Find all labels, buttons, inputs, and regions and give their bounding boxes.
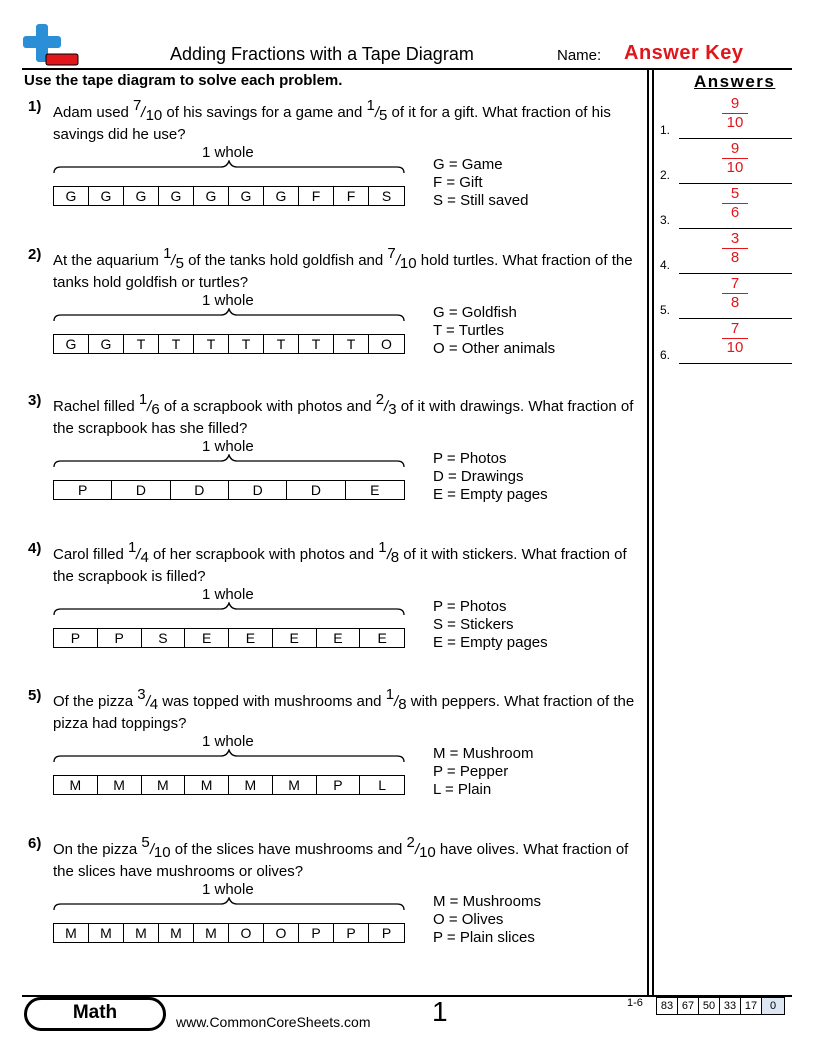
problem-text-segment: of it with stickers. What fraction of the scrapbook is filled?	[53, 546, 627, 585]
problem-text-segment: of it for a gift. What fraction of his savings did he use?	[53, 104, 611, 143]
brace-icon	[53, 308, 405, 322]
tape-cell: P	[54, 629, 98, 647]
brace-icon	[53, 160, 405, 174]
tape-diagram	[53, 628, 405, 648]
answer-denominator: 8	[730, 249, 740, 266]
answer-line	[679, 273, 792, 274]
tape-legend	[433, 745, 533, 799]
fraction-numerator: 1	[378, 539, 387, 556]
legend-item: E = Empty pages	[433, 634, 548, 651]
problem-range: 1-6	[627, 997, 643, 1009]
legend-item: D = Drawings	[433, 468, 524, 485]
tape-cell: D	[171, 481, 229, 499]
tape-cell: M	[273, 776, 317, 794]
tape-cell: E	[317, 629, 361, 647]
legend-item: S = Still saved	[433, 192, 529, 209]
fraction-slash: /	[144, 693, 152, 710]
tape-cell: M	[194, 924, 229, 942]
answer-numerator: 7	[730, 320, 740, 337]
site-url: www.CommonCoreSheets.com	[176, 1014, 371, 1030]
fraction-denominator: 10	[419, 844, 436, 861]
tape-cell: E	[185, 629, 229, 647]
tape-cell: G	[124, 187, 159, 205]
tape-cell: M	[54, 776, 98, 794]
whole-label: 1 whole	[202, 733, 254, 750]
problem-4	[24, 540, 644, 680]
score-table	[656, 997, 785, 1015]
fraction-numerator: 2	[406, 834, 415, 851]
legend-item: F = Gift	[433, 174, 483, 191]
whole-label: 1 whole	[202, 144, 254, 161]
tape-cell: M	[124, 924, 159, 942]
tape-diagram	[53, 334, 405, 354]
problem-6	[24, 835, 644, 975]
problem-text-segment: of the slices have mushrooms and	[170, 841, 407, 858]
answer-number: 3.	[660, 213, 671, 227]
answer-row	[660, 95, 792, 139]
whole-label: 1 whole	[202, 586, 254, 603]
tape-diagram	[53, 923, 405, 943]
brace-icon	[53, 454, 405, 468]
tape-cell: T	[159, 335, 194, 353]
fraction-slash: /	[373, 104, 381, 121]
problem-text-segment: of the tanks hold goldfish and	[183, 252, 388, 269]
answer-numerator: 7	[730, 275, 740, 292]
tape-cell: M	[229, 776, 273, 794]
worksheet-title: Adding Fractions with a Tape Diagram	[170, 44, 474, 64]
whole-label: 1 whole	[202, 438, 254, 455]
fraction-numerator: 1	[138, 391, 148, 408]
score-cell: 83	[657, 998, 678, 1014]
problem-text-segment: hold turtles. What fraction of the tanks hold goldfish or turtles?	[53, 252, 633, 291]
fraction-denominator: 8	[390, 549, 400, 566]
tape-cell: P	[54, 481, 112, 499]
tape-cell: G	[229, 187, 264, 205]
fraction-numerator: 7	[133, 97, 142, 114]
tape-cell: T	[299, 335, 334, 353]
answer-fraction	[718, 275, 752, 312]
tape-diagram	[53, 480, 405, 500]
whole-label: 1 whole	[202, 881, 254, 898]
answer-denominator: 10	[726, 159, 744, 176]
tape-cell: D	[112, 481, 170, 499]
score-cell: 67	[678, 998, 699, 1014]
answer-fraction	[718, 320, 752, 357]
page-number: 1	[432, 996, 448, 1027]
fraction-denominator: 10	[399, 255, 417, 272]
tape-legend	[433, 893, 541, 947]
problem-1	[24, 98, 644, 238]
problem-text-segment: of a scrapbook with photos and	[159, 398, 376, 415]
problem-3	[24, 392, 644, 532]
problem-text-segment: have olives. What fraction of the slices have mushrooms or olives?	[53, 841, 629, 880]
fraction-denominator: 3	[388, 401, 397, 418]
fraction-slash: /	[382, 398, 390, 415]
problem-number: 6)	[28, 835, 42, 852]
problem-text-segment: Adam used	[53, 104, 134, 121]
problem-number: 3)	[28, 392, 42, 409]
problem-number: 2)	[28, 246, 42, 263]
problem-text-segment: Carol filled	[53, 546, 129, 563]
problem-number: 5)	[28, 687, 42, 704]
answer-fraction	[718, 95, 752, 132]
tape-cell: P	[299, 924, 334, 942]
fraction-numerator: 1	[163, 245, 172, 262]
problem-number: 4)	[28, 540, 42, 557]
answer-denominator: 10	[726, 114, 744, 131]
fraction-slash: /	[145, 398, 153, 415]
tape-cell: G	[54, 335, 89, 353]
tape-cell: E	[370, 482, 380, 498]
legend-item: O = Other animals	[433, 340, 556, 357]
whole-label: 1 whole	[202, 292, 254, 309]
answer-fraction	[718, 230, 752, 267]
problem-2	[24, 246, 644, 386]
tape-cell: M	[142, 776, 186, 794]
problem-text	[53, 834, 643, 883]
problem-text	[53, 391, 643, 440]
fraction-denominator: 10	[153, 844, 171, 861]
tape-cell: F	[334, 187, 369, 205]
tape-cell: O	[229, 924, 264, 942]
problem-5	[24, 687, 644, 827]
answer-column-divider	[647, 69, 649, 995]
tape-cell: M	[159, 924, 194, 942]
tape-cell: T	[229, 335, 264, 353]
answer-numerator: 3	[730, 230, 740, 247]
tape-cell: G	[89, 335, 124, 353]
legend-item: P = Photos	[433, 598, 507, 615]
tape-cell: T	[194, 335, 229, 353]
answer-number: 5.	[660, 303, 671, 317]
legend-item: P = Plain slices	[433, 929, 535, 946]
legend-item: T = Turtles	[433, 322, 505, 339]
answers-heading: Answers	[694, 72, 776, 91]
tape-cell: O	[381, 336, 392, 352]
tape-legend	[433, 156, 528, 210]
answer-row	[660, 140, 792, 184]
brace-icon	[53, 897, 405, 911]
fraction-slash: /	[394, 252, 402, 269]
tape-cell: E	[229, 629, 273, 647]
tape-cell: L	[378, 777, 387, 793]
answer-number: 4.	[660, 258, 671, 272]
answer-row	[660, 185, 792, 229]
problem-text-segment: Of the pizza	[53, 693, 138, 710]
fraction-numerator: 1	[366, 97, 375, 114]
fraction-slash: /	[392, 693, 400, 710]
answer-denominator: 10	[726, 339, 744, 356]
fraction-denominator: 5	[175, 255, 184, 272]
problem-text-segment: of his savings for a game and	[162, 104, 367, 121]
problem-text-segment: of her scrapbook with photos and	[148, 546, 379, 563]
tape-legend	[433, 598, 548, 652]
answer-denominator: 6	[730, 204, 740, 221]
problem-text-segment: On the pizza	[53, 841, 142, 858]
header-rule	[22, 68, 792, 70]
problem-text-segment: At the aquarium	[53, 252, 164, 269]
legend-item: P = Photos	[433, 450, 507, 467]
answer-fraction	[718, 140, 752, 177]
fraction-slash: /	[148, 841, 156, 858]
tape-cell: D	[229, 481, 287, 499]
tape-cell: S	[142, 629, 186, 647]
answer-numerator: 9	[730, 140, 740, 157]
fraction-denominator: 5	[379, 107, 388, 124]
problem-text-segment: Rachel filled	[53, 398, 139, 415]
answer-line	[679, 318, 792, 319]
tape-cell: T	[264, 335, 299, 353]
fraction-numerator: 7	[387, 245, 396, 262]
tape-cell: M	[54, 924, 89, 942]
problem-text-segment: with peppers. What fraction of the pizza had toppings?	[53, 693, 635, 732]
fraction-slash: /	[134, 546, 143, 563]
legend-item: E = Empty pages	[433, 486, 548, 503]
fraction-numerator: 2	[375, 391, 385, 408]
fraction-numerator: 1	[128, 539, 137, 556]
fraction-denominator: 4	[140, 549, 149, 566]
answer-column-divider-inner	[652, 69, 654, 995]
tape-cell: T	[334, 335, 369, 353]
tape-cell: P	[98, 629, 142, 647]
problem-text-segment: was topped with mushrooms and	[158, 693, 386, 710]
problem-text	[53, 245, 643, 294]
brace-icon	[53, 602, 405, 616]
tape-cell: F	[299, 187, 334, 205]
fraction-slash: /	[385, 546, 393, 563]
answer-denominator: 8	[730, 294, 740, 311]
problem-text	[53, 686, 643, 735]
tape-cell: G	[159, 187, 194, 205]
problem-text-segment: of it with drawings. What fraction of the scrapbook has she filled?	[53, 398, 634, 437]
problem-number: 1)	[28, 98, 42, 115]
tape-cell: G	[194, 187, 229, 205]
tape-cell: P	[381, 925, 392, 941]
answer-line	[679, 138, 792, 139]
answer-number: 2.	[660, 168, 671, 182]
legend-item: G = Game	[433, 156, 503, 173]
tape-cell: P	[334, 924, 369, 942]
fraction-numerator: 1	[385, 686, 395, 703]
tape-cell: G	[264, 187, 299, 205]
legend-item: L = Plain	[433, 781, 492, 798]
answer-row	[660, 230, 792, 274]
problem-text	[53, 97, 643, 146]
plus-minus-logo-icon	[22, 22, 80, 68]
answer-numerator: 5	[730, 185, 740, 202]
answer-row	[660, 320, 792, 364]
brace-icon	[53, 749, 405, 763]
fraction-numerator: 5	[141, 834, 150, 851]
legend-item: O = Olives	[433, 911, 504, 928]
answer-line	[679, 228, 792, 229]
answer-key-label: Answer Key	[624, 42, 744, 64]
answer-number: 1.	[660, 123, 671, 137]
fraction-slash: /	[413, 841, 421, 858]
tape-cell: G	[89, 187, 124, 205]
tape-cell: E	[273, 629, 317, 647]
fraction-denominator: 10	[145, 107, 163, 124]
fraction-numerator: 3	[137, 686, 146, 703]
fraction-denominator: 6	[151, 401, 160, 418]
problem-text	[53, 539, 643, 588]
tape-cell: S	[381, 188, 392, 204]
tape-cell: O	[264, 924, 299, 942]
tape-diagram	[53, 186, 405, 206]
legend-item: P = Pepper	[433, 763, 509, 780]
tape-legend	[433, 450, 548, 504]
fraction-slash: /	[169, 252, 178, 269]
score-cell: 0	[762, 998, 784, 1014]
legend-item: G = Goldfish	[433, 304, 517, 321]
tape-cell: M	[185, 776, 229, 794]
legend-item: S = Stickers	[433, 616, 514, 633]
tape-diagram	[53, 775, 405, 795]
fraction-slash: /	[139, 104, 148, 121]
tape-cell: E	[377, 630, 387, 646]
score-cell: 50	[699, 998, 720, 1014]
name-label: Name:	[557, 47, 602, 64]
instructions: Use the tape diagram to solve each problem.	[24, 72, 343, 89]
tape-cell: T	[124, 335, 159, 353]
score-cell: 17	[741, 998, 762, 1014]
answer-line	[679, 183, 792, 184]
answer-fraction	[718, 185, 752, 222]
answer-line	[679, 363, 792, 364]
tape-cell: G	[54, 187, 89, 205]
subject-label: Math	[72, 1002, 118, 1023]
score-cell: 33	[720, 998, 741, 1014]
answer-number: 6.	[660, 348, 671, 362]
tape-cell: P	[317, 776, 361, 794]
tape-cell: M	[89, 924, 124, 942]
tape-legend	[433, 304, 555, 358]
fraction-denominator: 8	[398, 696, 407, 713]
answer-numerator: 9	[730, 95, 740, 112]
tape-cell: D	[287, 481, 345, 499]
legend-item: M = Mushrooms	[433, 893, 541, 910]
tape-cell: M	[98, 776, 142, 794]
fraction-denominator: 4	[149, 696, 159, 713]
legend-item: M = Mushroom	[433, 745, 534, 762]
answer-row	[660, 275, 792, 319]
